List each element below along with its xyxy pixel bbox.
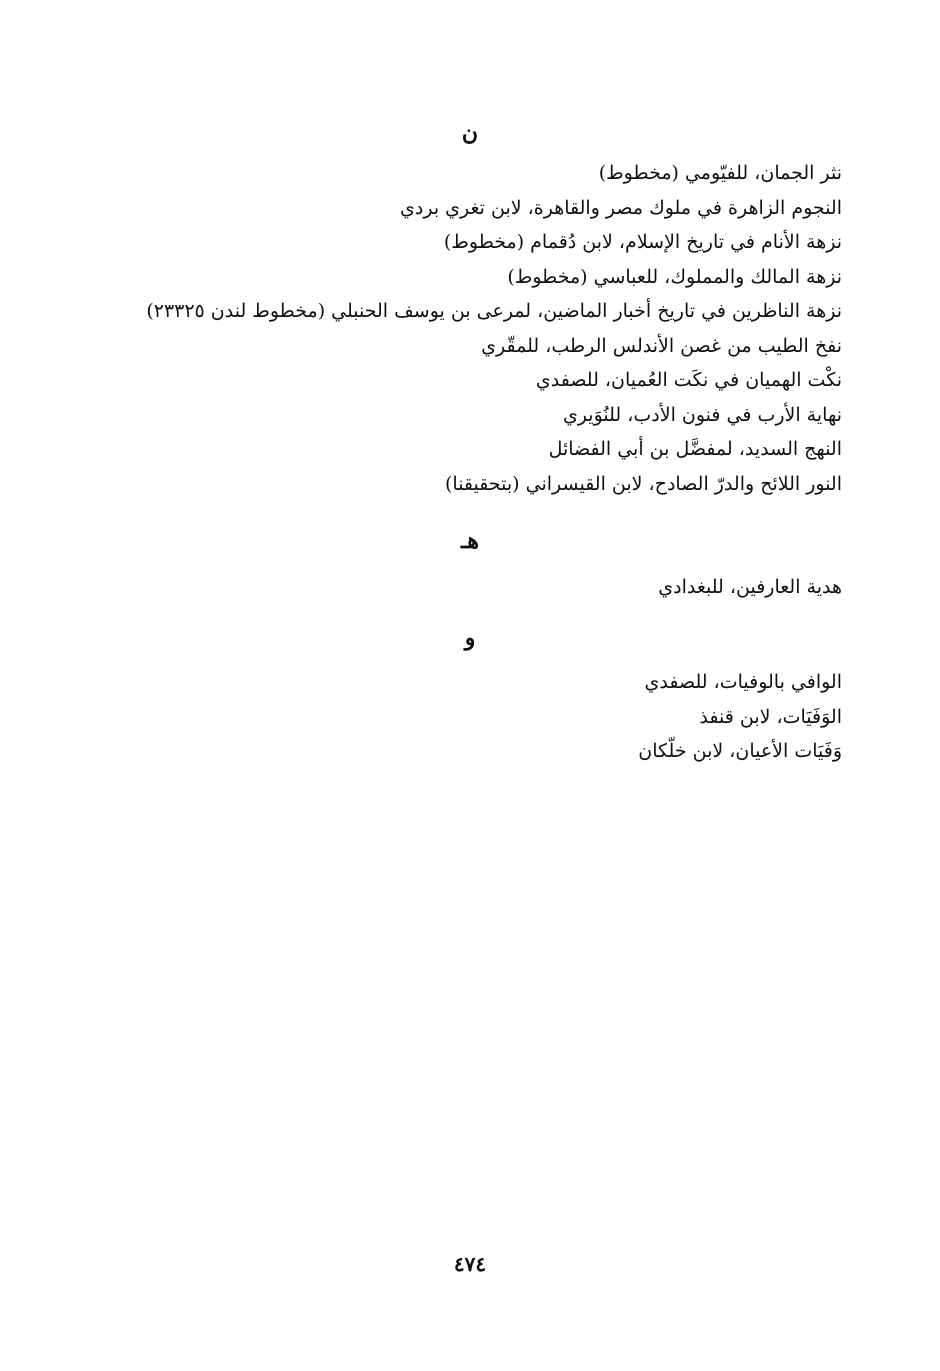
- list-item: نفخ الطيب من غصن الأندلس الرطب، للمقّري: [481, 334, 842, 357]
- list-item: الوَفَيَات، لابن قنفذ: [699, 705, 842, 728]
- entry-list-nun: [82, 156, 842, 501]
- list-item: نزهة الأنام في تاريخ الإسلام، لابن دُقمام (مخطوط): [443, 231, 842, 253]
- list-item: نكْت الهميان في نكَت العُميان، للصفدي: [535, 369, 842, 391]
- entry-list-ha: [82, 570, 842, 605]
- list-item: النور اللائح والدرّ الصادح، لابن القيسراني (بتحقيقنا): [445, 472, 842, 495]
- list-item: هدية العارفين، للبغدادي: [658, 576, 842, 598]
- list-item: نهاية الأرب في فنون الأدب، للنُوَيري: [562, 403, 842, 426]
- section-heading-waw: و: [464, 625, 476, 651]
- list-item: النجوم الزاهرة في ملوك مصر والقاهرة، لابن تغري بردي: [400, 196, 842, 219]
- list-item: نثر الجمان، للفيّومي (مخطوط): [598, 162, 842, 184]
- section-heading-ha: هـ: [460, 528, 480, 554]
- list-item: النهج السديد، لمفضَّل بن أبي الفضائل: [548, 438, 842, 460]
- list-item: وَفَيَات الأعيان، لابن خلّكان: [638, 740, 842, 762]
- entry-list-waw: [82, 665, 842, 769]
- section-heading-nun: ن: [461, 120, 479, 146]
- page-number: ٤٧٤: [453, 1252, 487, 1276]
- list-item: نزهة الناظرين في تاريخ أخبار الماضين، لمرعى بن يوسف الحنبلي (مخطوط لندن ٢٣٣٢٥): [146, 300, 842, 322]
- list-item: الوافي بالوفيات، للصفدي: [644, 671, 842, 693]
- list-item: نزهة المالك والمملوك، للعباسي (مخطوط): [507, 265, 842, 288]
